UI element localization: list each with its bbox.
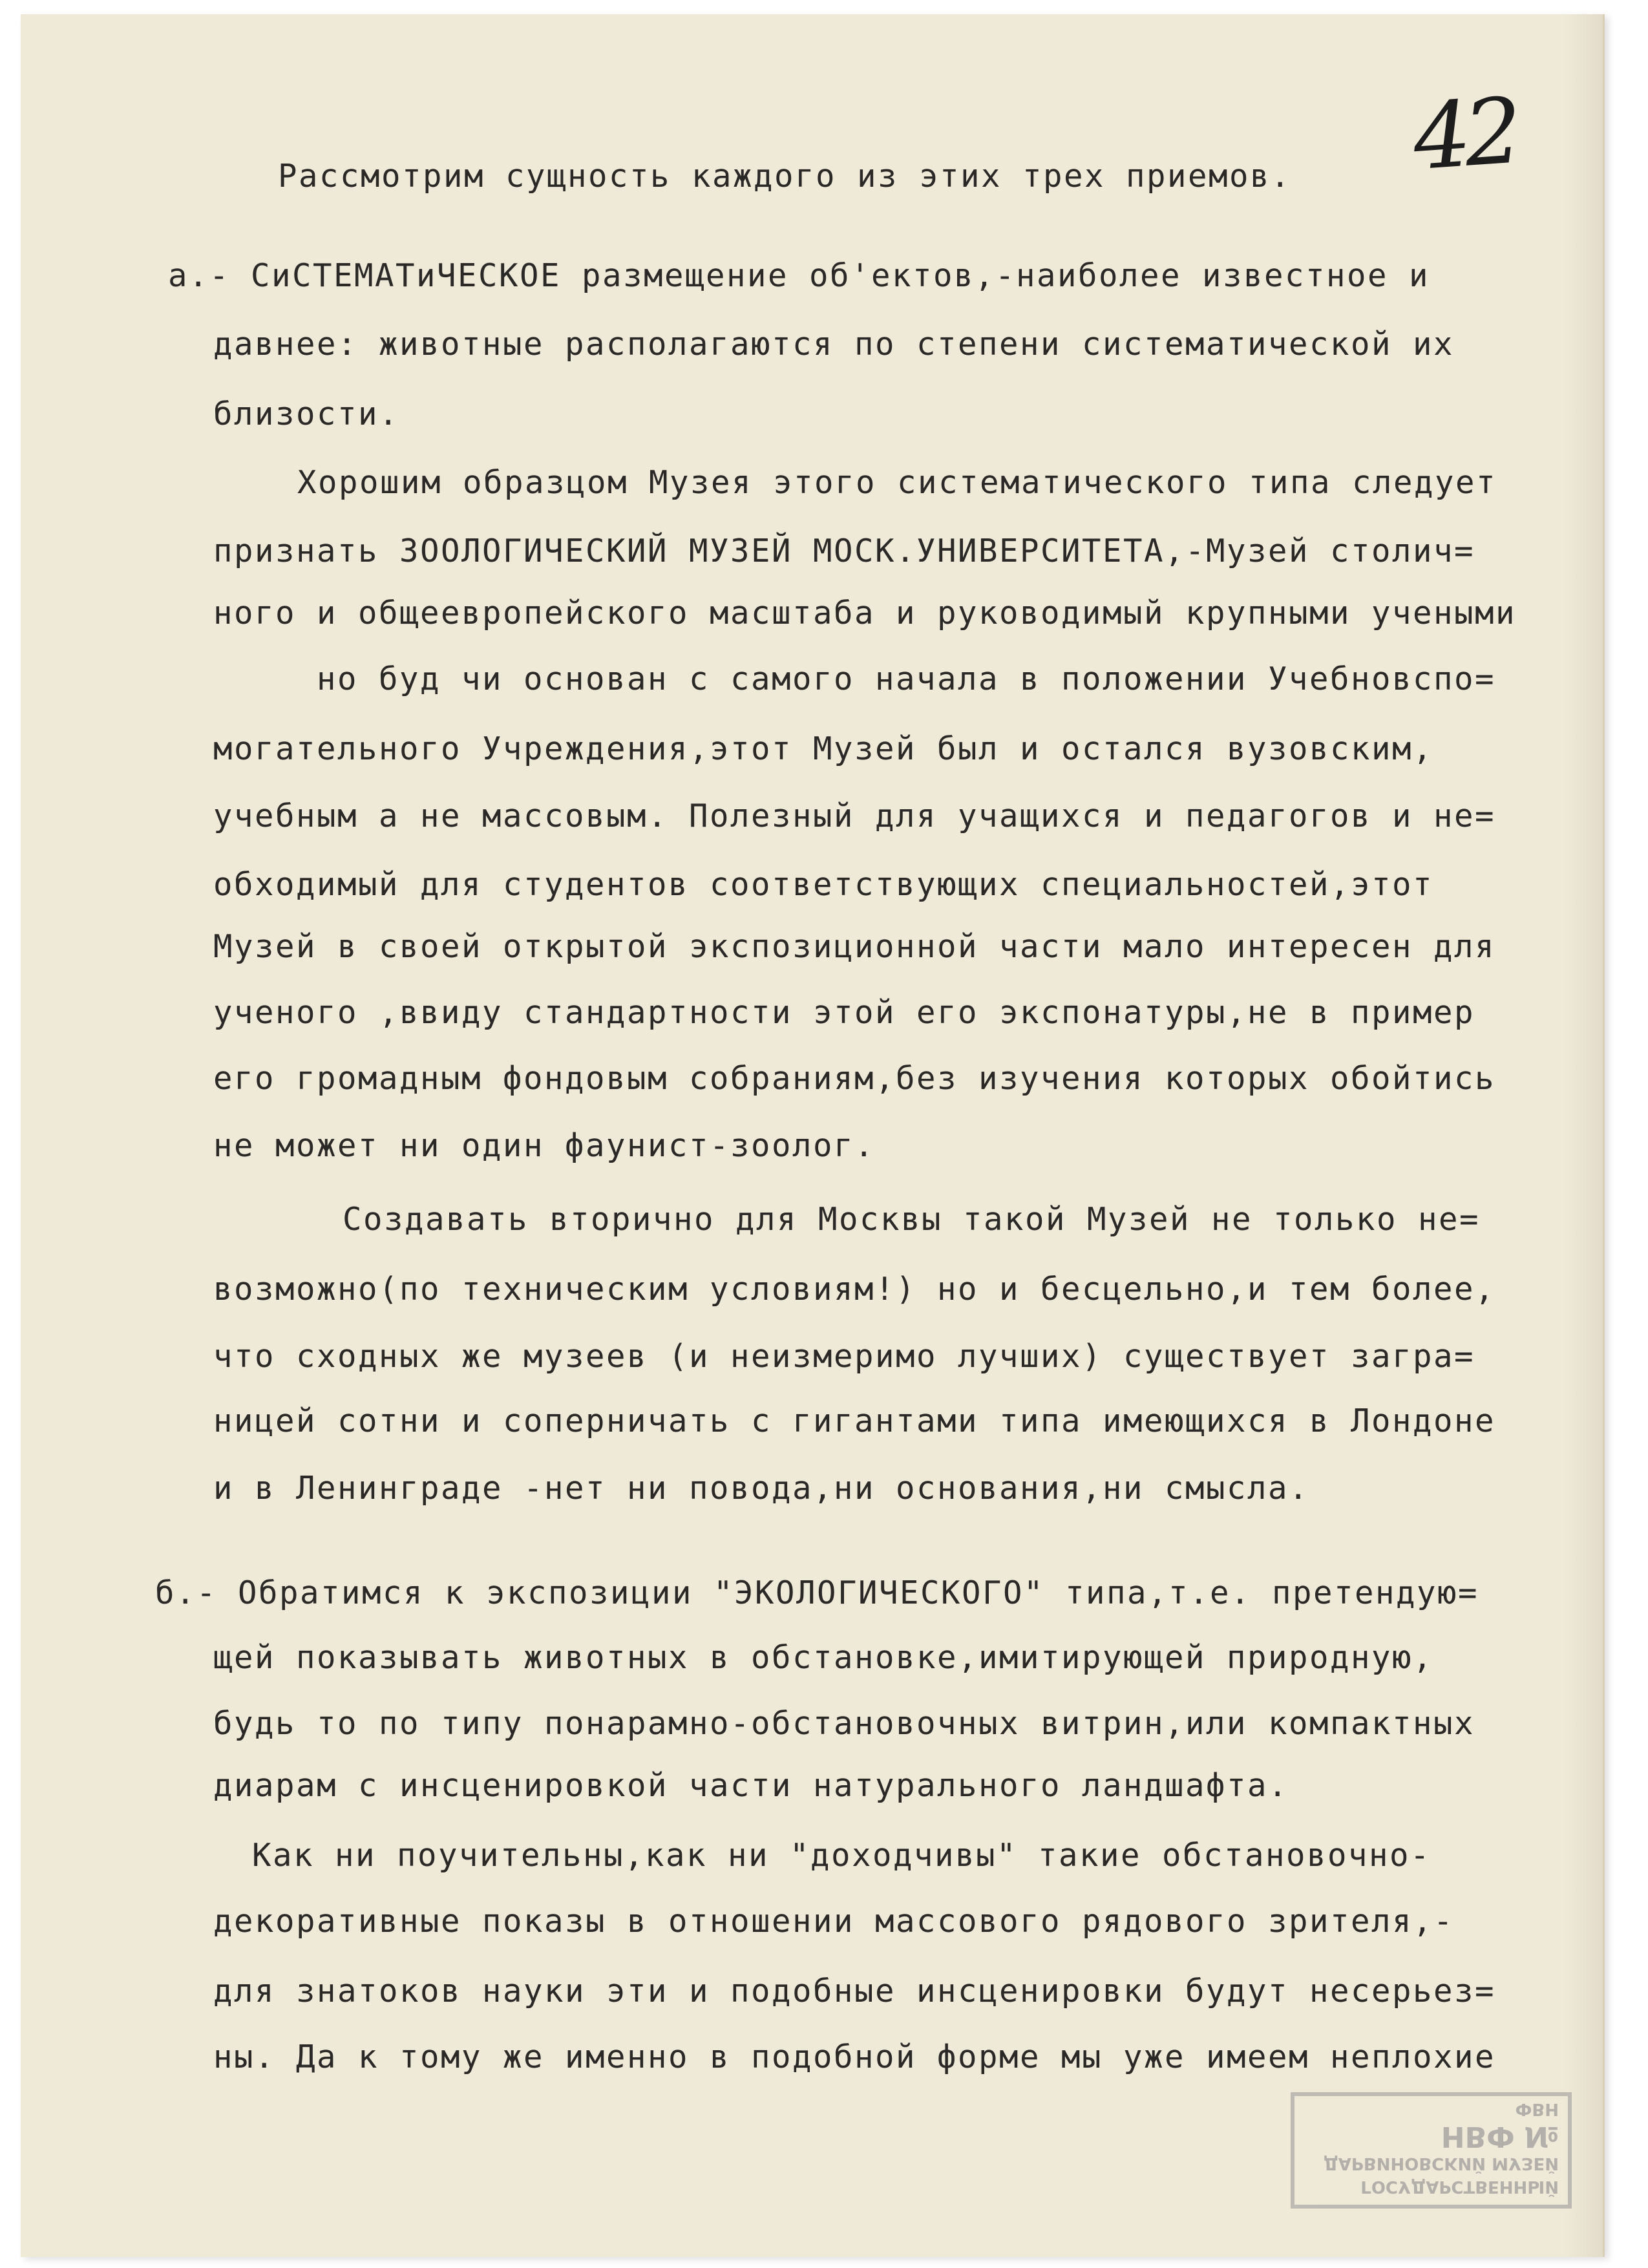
text-line: обходимый для студентов соответствующих специальностей,этот bbox=[213, 866, 1434, 903]
text-line: Рассмотрим сущность каждого из этих трех приемов. bbox=[278, 158, 1292, 195]
text-line: декоративные показы в отношении массового рядового зрителя,- bbox=[213, 1903, 1455, 1940]
text-line: Хорошим образцом Музея этого систематического типа следует bbox=[297, 464, 1497, 501]
text-line: его громадным фондовым собраниям,без изучения которых обойтись bbox=[213, 1060, 1496, 1097]
text-line: учебным а не массовым. Полезный для учащихся и педагогов и не= bbox=[213, 798, 1496, 834]
text-line: возможно(по техническим условиям!) но и бесцельно,и тем более, bbox=[213, 1271, 1496, 1308]
text-line: а.- СиСТЕМАТиЧЕСКОЕ размещение об'ектов,-наиболее известное и bbox=[168, 257, 1430, 294]
text-line: что сходных же музеев (и неизмеримо лучших) существует загра= bbox=[213, 1338, 1475, 1375]
text-line: Как ни поучительны,как ни "доходчивы" такие обстановочно- bbox=[252, 1837, 1431, 1874]
text-line: но буд чи основан с самого начала в положении Учебновспо= bbox=[317, 661, 1496, 697]
text-line: будь то по типу понарамно-обстановочных витрин,или компактных bbox=[213, 1705, 1475, 1742]
handwritten-page-number: 42 bbox=[1410, 78, 1519, 191]
stamp-line: ФВН bbox=[1515, 2099, 1559, 2119]
text-line: щей показывать животных в обстановке,имитирующей природную, bbox=[213, 1639, 1434, 1676]
text-line: диарам с инсценировкой части натурального ландшафта. bbox=[213, 1767, 1289, 1804]
text-line: ны. Да к тому же именно в подобной форме мы уже имеем неплохие bbox=[213, 2039, 1496, 2075]
text-line: ученого ,ввиду стандартности этой его экспонатуры,не в пример bbox=[213, 994, 1475, 1031]
text-line: ницей сотни и соперничать с гигантами типа имеющихся в Лондоне bbox=[213, 1403, 1496, 1439]
stamp-line: ГОСУДАРСТВЕННЫЙ bbox=[1360, 2177, 1559, 2196]
text-line: и в Ленинграде -нет ни повода,ни основания,ни смысла. bbox=[213, 1470, 1310, 1507]
text-line: б.- Обратимся к экспозиции "ЭКОЛОГИЧЕСКОГО" типа,т.е. претендую= bbox=[155, 1574, 1479, 1611]
stamp-inventory: НВФ № bbox=[1441, 2120, 1559, 2153]
text-line: не может ни один фаунист-зоолог. bbox=[213, 1127, 876, 1164]
text-line: признать ЗООЛОГИЧЕСКИЙ МУЗЕЙ МОСК.УНИВЕРСИТЕТА,-Музей столич= bbox=[213, 533, 1475, 569]
stamp-line: ДАРВИНОВСКИЙ МУЗЕЙ bbox=[1323, 2154, 1559, 2173]
text-line: ного и общеевропейского масштаба и руководимый крупными учеными bbox=[213, 595, 1517, 631]
text-line: давнее: животные располагаются по степени систематической их bbox=[213, 326, 1455, 363]
text-line: могательного Учреждения,этот Музей был и остался вузовским, bbox=[213, 730, 1434, 767]
text-line: для знатоков науки эти и подобные инсценировки будут несерьез= bbox=[213, 1973, 1496, 2009]
text-line: Создавать вторично для Москвы такой Музей не только не= bbox=[343, 1201, 1481, 1238]
text-line: Музей в своей открытой экспозиционной части мало интересен для bbox=[213, 928, 1496, 965]
text-line: близости. bbox=[213, 396, 400, 432]
archive-stamp bbox=[1291, 2092, 1572, 2209]
paper-sheet bbox=[21, 14, 1605, 2257]
paper-edge-shadow bbox=[1564, 14, 1603, 2257]
